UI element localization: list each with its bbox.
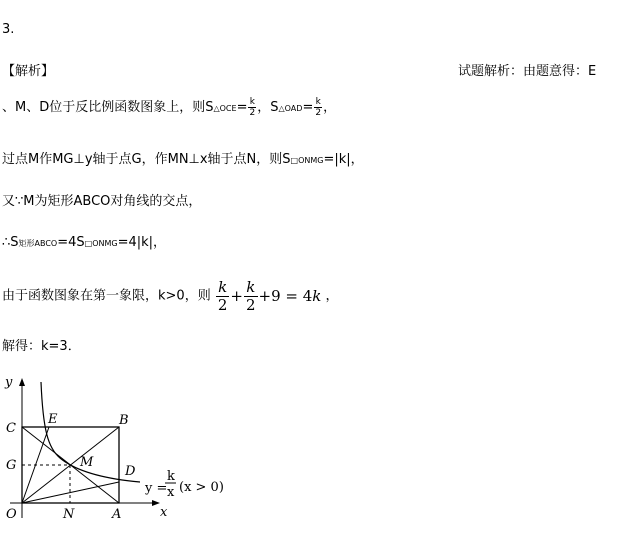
solution-label: 【解析】 (2, 64, 55, 79)
fraction-k-over-2: $\frac{k}{2}$ (249, 97, 256, 118)
label-o: O (6, 507, 17, 522)
curve-eq-den: x (167, 485, 175, 500)
label-e: E (48, 412, 58, 427)
x-axis-arrow (152, 500, 160, 506)
fraction-k-over-2: $\frac{k}{2}$ (315, 97, 322, 118)
label-g: G (6, 458, 17, 473)
solution-intro: 试题解析：由题意得：E (458, 64, 597, 79)
solution-line-2: 过点M作MG⊥y轴于点G，作MN⊥x轴于点N，则S□ONMG=|k|， (2, 152, 364, 167)
curve-eq-prefix: y = (145, 481, 168, 496)
solution-line-4: ∴S矩形ABCO=4S□ONMG=4|k|， (2, 235, 167, 250)
solution-line-5: 由于函数图象在第一象限，k>0，则 $\frac{k}{2}$ + $\frac{k}{2}$ +9 = 4k ， (2, 277, 339, 314)
curve-eq-num: k (167, 469, 175, 484)
fraction-k-over-2: $\frac{k}{2}$ (217, 277, 228, 314)
fraction-k-over-2: $\frac{k}{2}$ (245, 277, 256, 314)
label-c: C (6, 421, 16, 436)
label-d: D (125, 464, 136, 479)
label-a: A (112, 507, 122, 522)
label-b: B (119, 413, 129, 428)
label-x: x (160, 505, 168, 520)
geometry-diagram (0, 370, 240, 530)
label-y: y (5, 375, 13, 390)
label-m: M (80, 455, 94, 470)
y-axis-arrow (19, 378, 25, 386)
solution-line-1: 、M、D位于反比例函数图象上，则S△OCE= $\frac{k}{2}$ ，S△OAD= $\frac{k}{2}$ ， (2, 97, 337, 118)
solution-line-6: 解得：k=3． (2, 339, 81, 354)
curve-eq-condition: (x > 0) (179, 480, 224, 495)
problem-number: 3. (2, 22, 15, 37)
label-n: N (63, 507, 75, 522)
solution-line-3: 又∵M为矩形ABCO对角线的交点， (2, 194, 202, 209)
